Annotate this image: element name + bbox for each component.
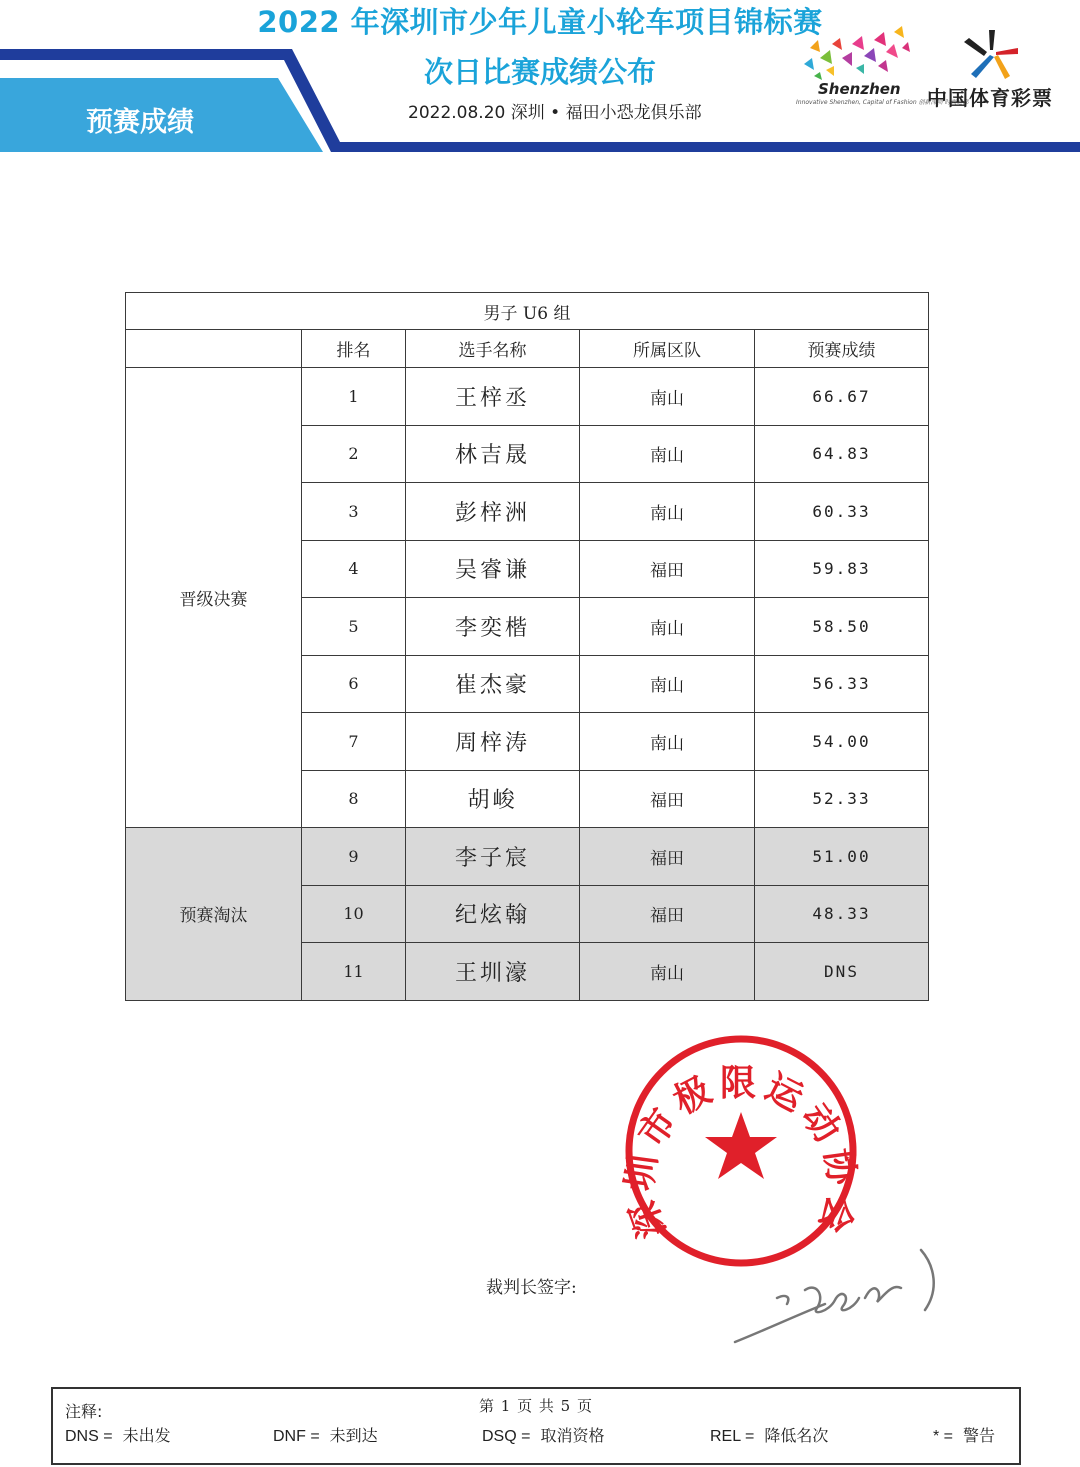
score-cell: 56.33 xyxy=(755,655,929,713)
legend-item xyxy=(273,1423,378,1446)
header-group xyxy=(126,330,302,368)
rank-cell: 4 xyxy=(302,540,406,598)
signature-label: 裁判长签字: xyxy=(486,1278,577,1298)
sports-lottery-logo-text: 中国体育彩票 xyxy=(927,86,1053,110)
shenzhen-logo-icon xyxy=(790,18,920,126)
results-table xyxy=(125,292,929,1001)
score-cell: 59.83 xyxy=(755,540,929,598)
team-cell: 福田 xyxy=(580,770,755,828)
name-cell: 崔杰豪 xyxy=(406,655,580,713)
rank-cell: 9 xyxy=(302,828,406,886)
name-cell: 彭梓洲 xyxy=(406,483,580,541)
legend-value: 降低名次 xyxy=(764,1426,829,1445)
name-cell: 林吉晟 xyxy=(406,425,580,483)
page-indicator: 第 1 页 共 5 页 xyxy=(479,1397,593,1415)
shenzhen-logo-tagline: Innovative Shenzhen, Capital of Fashion 创新深圳 时尚之都 xyxy=(796,99,969,106)
score-cell: 54.00 xyxy=(755,713,929,771)
team-cell: 南山 xyxy=(580,943,755,1001)
group-label-eliminated: 预赛淘汰 xyxy=(126,828,302,1001)
score-cell: DNS xyxy=(755,943,929,1001)
name-cell: 王梓丞 xyxy=(406,368,580,426)
table-header-row xyxy=(126,330,929,368)
header-rank: 排名 xyxy=(302,330,406,368)
header-team: 所属区队 xyxy=(580,330,755,368)
legend-item xyxy=(65,1423,171,1446)
shenzhen-logo-text: Shenzhen xyxy=(818,80,901,98)
name-cell: 王圳濠 xyxy=(406,943,580,1001)
score-cell: 48.33 xyxy=(755,885,929,943)
seal-text: 深圳市极限运动协会 xyxy=(618,1062,864,1244)
legend-item xyxy=(482,1423,604,1446)
rank-cell: 10 xyxy=(302,885,406,943)
page-title: 2022 年深圳市少年儿童小轮车项目锦标赛 xyxy=(257,5,823,39)
legend-key: DNS = xyxy=(65,1428,113,1445)
legend-item xyxy=(710,1423,828,1446)
name-cell: 纪炫翰 xyxy=(406,885,580,943)
table-title: 男子 U6 组 xyxy=(126,293,929,330)
name-cell: 李奕楷 xyxy=(406,598,580,656)
score-cell: 66.67 xyxy=(755,368,929,426)
group-label-advanced: 晋级决赛 xyxy=(126,368,302,828)
rank-cell: 5 xyxy=(302,598,406,656)
page-subtitle: 次日比赛成绩公布 xyxy=(423,55,656,89)
rank-cell: 7 xyxy=(302,713,406,771)
date-venue: 2022.08.20 深圳 • 福田小恐龙俱乐部 xyxy=(408,103,702,123)
team-cell: 南山 xyxy=(580,713,755,771)
team-cell: 南山 xyxy=(580,368,755,426)
score-cell: 52.33 xyxy=(755,770,929,828)
table-row xyxy=(126,368,929,426)
table-row xyxy=(126,828,929,886)
legend-item xyxy=(933,1423,995,1446)
score-cell: 60.33 xyxy=(755,483,929,541)
footer-legend-box xyxy=(51,1387,1021,1465)
legend-key: DSQ = xyxy=(482,1428,531,1445)
footer-note-label: 注释: xyxy=(65,1402,103,1421)
name-cell: 吴睿谦 xyxy=(406,540,580,598)
team-cell: 南山 xyxy=(580,598,755,656)
legend-key: DNF = xyxy=(273,1428,320,1445)
rank-cell: 11 xyxy=(302,943,406,1001)
legend-key: REL = xyxy=(710,1428,755,1445)
legend-value: 取消资格 xyxy=(540,1426,605,1445)
rank-cell: 8 xyxy=(302,770,406,828)
score-cell: 64.83 xyxy=(755,425,929,483)
rank-cell: 6 xyxy=(302,655,406,713)
table-title-row xyxy=(126,293,929,330)
rank-cell: 3 xyxy=(302,483,406,541)
team-cell: 福田 xyxy=(580,828,755,886)
header-name: 选手名称 xyxy=(406,330,580,368)
score-cell: 58.50 xyxy=(755,598,929,656)
header-score: 预赛成绩 xyxy=(755,330,929,368)
seal-star-icon xyxy=(705,1112,777,1179)
legend-value: 未出发 xyxy=(122,1426,171,1445)
team-cell: 福田 xyxy=(580,885,755,943)
team-cell: 南山 xyxy=(580,425,755,483)
referee-signature xyxy=(725,1238,955,1350)
score-cell: 51.00 xyxy=(755,828,929,886)
sports-lottery-logo-icon xyxy=(960,28,1022,82)
name-cell: 周梓涛 xyxy=(406,713,580,771)
legend-value: 未到达 xyxy=(329,1426,378,1445)
legend-key: * = xyxy=(933,1428,954,1445)
team-cell: 福田 xyxy=(580,540,755,598)
team-cell: 南山 xyxy=(580,483,755,541)
legend-value: 警告 xyxy=(963,1426,996,1445)
rank-cell: 2 xyxy=(302,425,406,483)
name-cell: 胡峻 xyxy=(406,770,580,828)
rank-cell: 1 xyxy=(302,368,406,426)
name-cell: 李子宸 xyxy=(406,828,580,886)
team-cell: 南山 xyxy=(580,655,755,713)
section-badge: 预赛成绩 xyxy=(86,107,194,138)
